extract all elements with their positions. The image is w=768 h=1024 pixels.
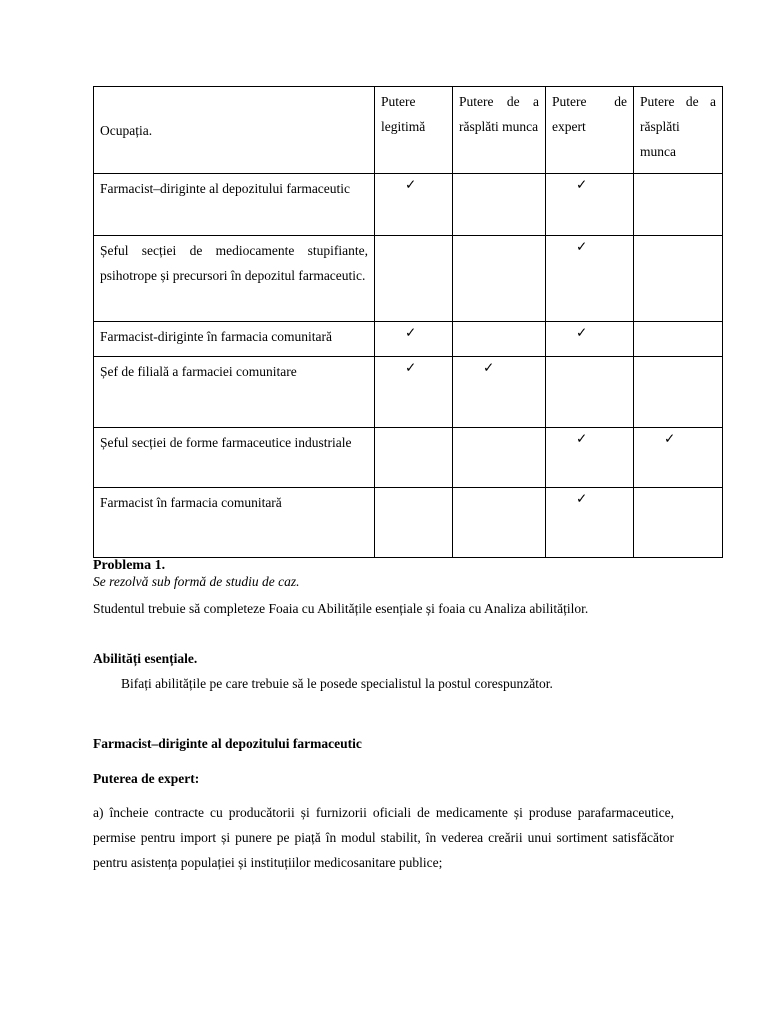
- power-cell: [546, 488, 634, 558]
- occupation-power-table: [93, 86, 723, 558]
- power-cell: [453, 236, 546, 322]
- table-row: [94, 428, 723, 488]
- checkmark-icon: ✓: [576, 491, 588, 507]
- occupation-cell: Farmacist–diriginte al depozitului farmaceutic: [94, 174, 375, 236]
- power-cell: [546, 428, 634, 488]
- power-cell: [546, 357, 634, 428]
- table-header-row: [94, 87, 723, 174]
- header-occupation: Ocupația.: [94, 87, 375, 174]
- table-row: [94, 488, 723, 558]
- power-cell: [546, 174, 634, 236]
- occupation-cell: Farmacist în farmacia comunitară: [94, 488, 375, 558]
- power-cell: [546, 322, 634, 357]
- power-cell: [375, 488, 453, 558]
- checkmark-icon: ✓: [576, 239, 588, 255]
- power-cell: [453, 488, 546, 558]
- occupation-cell: Șeful secției de forme farmaceutice industriale: [94, 428, 375, 488]
- power-cell: [375, 322, 453, 357]
- essential-skills-text: Bifați abilitățile pe care trebuie să le posede specialistul la postul corespunzător.: [121, 676, 553, 691]
- table-row: [94, 236, 723, 322]
- power-cell: [453, 357, 546, 428]
- problem-title: Problema 1.: [93, 558, 166, 573]
- power-cell: [375, 174, 453, 236]
- checkmark-icon: ✓: [405, 177, 417, 193]
- power-cell: [634, 488, 723, 558]
- checkmark-icon: ✓: [576, 325, 588, 341]
- item-a-text: a) încheie contracte cu producătorii și furnizorii oficiali de medicamente și produse parafarmaceutice, permise pentru import și punere pe piață în modul stabilit, în vederea creării unui sortiment satisfăcător pentru asistența populației și instituțiilor medicosanitare publice;: [93, 805, 674, 870]
- checkmark-icon: ✓: [576, 177, 588, 193]
- occupation-cell: Farmacist-diriginte în farmacia comunitară: [94, 322, 375, 357]
- checkmark-icon: ✓: [405, 325, 417, 341]
- occupation-cell: Șef de filială a farmaciei comunitare: [94, 357, 375, 428]
- role-heading: Farmacist–diriginte al depozitului farmaceutic: [93, 736, 362, 751]
- checkmark-icon: ✓: [576, 431, 588, 447]
- power-cell: [375, 357, 453, 428]
- table-row: [94, 322, 723, 357]
- header-reward-power: Putere de a răsplăti munca: [453, 87, 546, 174]
- header-expert-power: Putere de expert: [546, 87, 634, 174]
- problem-subtitle: Se rezolvă sub formă de studiu de caz.: [93, 574, 300, 589]
- power-cell: [634, 174, 723, 236]
- power-cell: [634, 322, 723, 357]
- header-reward-power-2: Putere de a răsplăti munca: [634, 87, 723, 174]
- checkmark-icon: ✓: [664, 431, 676, 447]
- power-cell: [634, 428, 723, 488]
- expert-power-heading: Puterea de expert:: [93, 771, 200, 786]
- table-row: [94, 174, 723, 236]
- header-legitimate-power: Putere legitimă: [375, 87, 453, 174]
- power-cell: [634, 236, 723, 322]
- occupation-cell: Șeful secției de mediocamente stupifiante, psihotrope și precursori în depozitul farmaceutic.: [94, 236, 375, 322]
- power-cell: [375, 428, 453, 488]
- checkmark-icon: ✓: [483, 360, 495, 376]
- power-cell: [546, 236, 634, 322]
- checkmark-icon: ✓: [405, 360, 417, 376]
- power-cell: [453, 428, 546, 488]
- table-row: [94, 357, 723, 428]
- power-cell: [375, 236, 453, 322]
- power-cell: [634, 357, 723, 428]
- power-cell: [453, 174, 546, 236]
- essential-skills-heading: Abilități esențiale.: [93, 651, 198, 666]
- power-cell: [453, 322, 546, 357]
- problem-instruction: Studentul trebuie să completeze Foaia cu Abilitățile esențiale și foaia cu Analiza abilităților.: [93, 601, 589, 616]
